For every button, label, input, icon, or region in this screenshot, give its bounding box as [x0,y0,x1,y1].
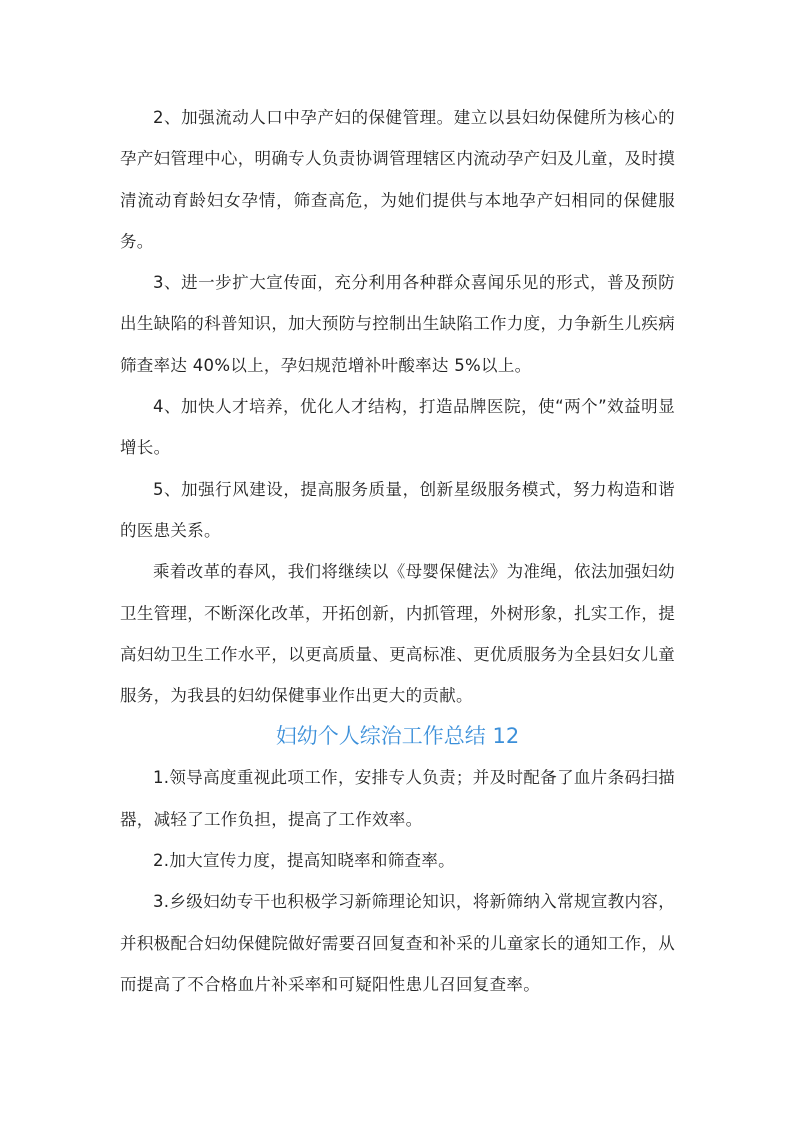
paragraph-item-4: 4、加快人才培养，优化人才结构，打造品牌医院，使“两个”效益明显增长。 [120,397,675,458]
paragraph-item-2: 2、加强流动人口中孕产妇的保健管理。建立以县妇幼保健所为核心的孕产妇管理中心，明确专人负责协调管理辖区内流动孕产妇及儿童，及时摸清流动育龄妇女孕情，筛查高危，为她们提供与本地孕产妇相同的保健服务。 [120,108,675,251]
section-heading: 妇幼个人综治工作总结 12 [275,724,520,749]
paragraph-conclusion: 乘着改革的春风，我们将继续以《母婴保健法》为准绳，依法加强妇幼卫生管理，不断深化改革，开拓创新，内抓管理，外树形象，扎实工作，提高妇幼卫生工作水平，以更高质量、更高标准、更优质服务为全县妇女儿童服务，为我县的妇幼保健事业作出更大的贡献。 [120,562,675,706]
paragraph-point-3: 3.乡级妇幼专干也积极学习新筛理论知识，将新筛纳入常规宣教内容，并积极配合妇幼保健院做好需要召回复查和补采的儿童家长的通知工作，从而提高了不合格血片补采率和可疑阳性患儿召回复查率。 [120,892,675,994]
paragraph-item-3: 3、进一步扩大宣传面，充分利用各种群众喜闻乐见的形式，普及预防出生缺陷的科普知识，加大预防与控制出生缺陷工作力度，力争新生儿疾病筛查率达 40%以上，孕妇规范增补叶酸率达 5%以上。 [120,273,675,375]
paragraph-item-5: 5、加强行风建设，提高服务质量，创新星级服务模式，努力构造和谐的医患关系。 [120,479,675,540]
paragraph-point-1: 1.领导高度重视此项工作，安排专人负责；并及时配备了血片条码扫描器，减轻了工作负担，提高了工作效率。 [120,768,675,829]
document-page [120,97,675,1005]
paragraph-point-2: 2.加大宣传力度，提高知晓率和筛查率。 [153,851,455,871]
